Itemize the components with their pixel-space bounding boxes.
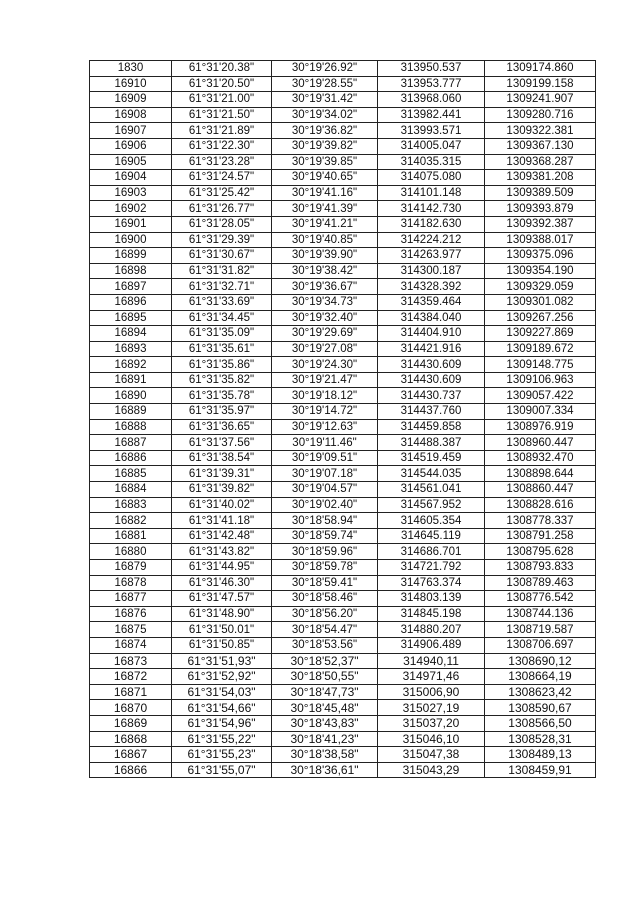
table-row bbox=[90, 154, 596, 170]
x-coordinate-cell: 315046,10 bbox=[378, 731, 485, 747]
longitude-cell: 30°18'59.74" bbox=[272, 528, 378, 544]
y-coordinate-cell: 1309375.096 bbox=[485, 248, 596, 264]
y-coordinate-cell: 1308528,31 bbox=[485, 731, 596, 747]
latitude-cell: 61°31'32.71" bbox=[172, 279, 272, 295]
y-coordinate-cell: 1309322.381 bbox=[485, 123, 596, 139]
table-row bbox=[90, 61, 596, 77]
x-coordinate-cell: 314421.916 bbox=[378, 341, 485, 357]
latitude-cell: 61°31'40.02" bbox=[172, 497, 272, 513]
longitude-cell: 30°18'41,23" bbox=[272, 731, 378, 747]
y-coordinate-cell: 1309280.716 bbox=[485, 107, 596, 123]
point-number-cell: 16873 bbox=[90, 653, 172, 669]
longitude-cell: 30°19'09.51" bbox=[272, 450, 378, 466]
y-coordinate-cell: 1308898.644 bbox=[485, 466, 596, 482]
point-number-cell: 16877 bbox=[90, 591, 172, 607]
latitude-cell: 61°31'39.82" bbox=[172, 482, 272, 498]
y-coordinate-cell: 1308795.628 bbox=[485, 544, 596, 560]
table-row bbox=[90, 450, 596, 466]
y-coordinate-cell: 1308793.833 bbox=[485, 560, 596, 576]
longitude-cell: 30°19'18.12" bbox=[272, 388, 378, 404]
latitude-cell: 61°31'26.77" bbox=[172, 201, 272, 217]
latitude-cell: 61°31'35.61" bbox=[172, 341, 272, 357]
x-coordinate-cell: 314404.910 bbox=[378, 326, 485, 342]
x-coordinate-cell: 313950.537 bbox=[378, 61, 485, 77]
x-coordinate-cell: 314459.858 bbox=[378, 419, 485, 435]
table-row bbox=[90, 92, 596, 108]
longitude-cell: 30°19'24.30" bbox=[272, 357, 378, 373]
y-coordinate-cell: 1309301.082 bbox=[485, 294, 596, 310]
y-coordinate-cell: 1309393.879 bbox=[485, 201, 596, 217]
y-coordinate-cell: 1308789.463 bbox=[485, 575, 596, 591]
x-coordinate-cell: 314763.374 bbox=[378, 575, 485, 591]
point-number-cell: 16880 bbox=[90, 544, 172, 560]
x-coordinate-cell: 313982.441 bbox=[378, 107, 485, 123]
table-row bbox=[90, 294, 596, 310]
y-coordinate-cell: 1308778.337 bbox=[485, 513, 596, 529]
point-number-cell: 16902 bbox=[90, 201, 172, 217]
table-row bbox=[90, 310, 596, 326]
latitude-cell: 61°31'35.09" bbox=[172, 326, 272, 342]
longitude-cell: 30°19'27.08" bbox=[272, 341, 378, 357]
y-coordinate-cell: 1309148.775 bbox=[485, 357, 596, 373]
x-coordinate-cell: 314263.977 bbox=[378, 248, 485, 264]
x-coordinate-cell: 314567.952 bbox=[378, 497, 485, 513]
y-coordinate-cell: 1309199.158 bbox=[485, 76, 596, 92]
y-coordinate-cell: 1309329.059 bbox=[485, 279, 596, 295]
y-coordinate-cell: 1309368.287 bbox=[485, 154, 596, 170]
y-coordinate-cell: 1308828.616 bbox=[485, 497, 596, 513]
y-coordinate-cell: 1308791.258 bbox=[485, 528, 596, 544]
longitude-cell: 30°19'41.39" bbox=[272, 201, 378, 217]
y-coordinate-cell: 1309241.907 bbox=[485, 92, 596, 108]
point-number-cell: 16901 bbox=[90, 216, 172, 232]
table-row bbox=[90, 341, 596, 357]
longitude-cell: 30°18'59.96" bbox=[272, 544, 378, 560]
point-number-cell: 16868 bbox=[90, 731, 172, 747]
latitude-cell: 61°31'42.48" bbox=[172, 528, 272, 544]
x-coordinate-cell: 314430.609 bbox=[378, 372, 485, 388]
y-coordinate-cell: 1309267.256 bbox=[485, 310, 596, 326]
y-coordinate-cell: 1309007.334 bbox=[485, 404, 596, 420]
latitude-cell: 61°31'22.30" bbox=[172, 138, 272, 154]
latitude-cell: 61°31'31.82" bbox=[172, 263, 272, 279]
x-coordinate-cell: 314645.119 bbox=[378, 528, 485, 544]
longitude-cell: 30°19'36.82" bbox=[272, 123, 378, 139]
y-coordinate-cell: 1309354.190 bbox=[485, 263, 596, 279]
longitude-cell: 30°19'41.21" bbox=[272, 216, 378, 232]
point-number-cell: 16909 bbox=[90, 92, 172, 108]
point-number-cell: 16894 bbox=[90, 326, 172, 342]
longitude-cell: 30°19'39.82" bbox=[272, 138, 378, 154]
x-coordinate-cell: 314035.315 bbox=[378, 154, 485, 170]
y-coordinate-cell: 1309227.869 bbox=[485, 326, 596, 342]
point-number-cell: 16884 bbox=[90, 482, 172, 498]
table-row bbox=[90, 263, 596, 279]
longitude-cell: 30°19'40.85" bbox=[272, 232, 378, 248]
table-row bbox=[90, 497, 596, 513]
y-coordinate-cell: 1308706.697 bbox=[485, 637, 596, 653]
longitude-cell: 30°19'36.67" bbox=[272, 279, 378, 295]
point-number-cell: 16907 bbox=[90, 123, 172, 139]
y-coordinate-cell: 1309388.017 bbox=[485, 232, 596, 248]
latitude-cell: 61°31'36.65" bbox=[172, 419, 272, 435]
latitude-cell: 61°31'37.56" bbox=[172, 435, 272, 451]
point-number-cell: 16889 bbox=[90, 404, 172, 420]
latitude-cell: 61°31'20.38" bbox=[172, 61, 272, 77]
latitude-cell: 61°31'39.31" bbox=[172, 466, 272, 482]
latitude-cell: 61°31'21.89" bbox=[172, 123, 272, 139]
y-coordinate-cell: 1308744.136 bbox=[485, 606, 596, 622]
latitude-cell: 61°31'25.42" bbox=[172, 185, 272, 201]
point-number-cell: 16872 bbox=[90, 669, 172, 685]
table-row bbox=[90, 575, 596, 591]
y-coordinate-cell: 1308623,42 bbox=[485, 684, 596, 700]
table-row bbox=[90, 513, 596, 529]
longitude-cell: 30°18'59.78" bbox=[272, 560, 378, 576]
table-row bbox=[90, 185, 596, 201]
longitude-cell: 30°18'47,73" bbox=[272, 684, 378, 700]
table-row bbox=[90, 372, 596, 388]
x-coordinate-cell: 314224.212 bbox=[378, 232, 485, 248]
table-row bbox=[90, 201, 596, 217]
point-number-cell: 16887 bbox=[90, 435, 172, 451]
x-coordinate-cell: 314561.041 bbox=[378, 482, 485, 498]
longitude-cell: 30°19'40.65" bbox=[272, 170, 378, 186]
coordinate-table bbox=[89, 60, 596, 778]
table-row bbox=[90, 622, 596, 638]
x-coordinate-cell: 313993.571 bbox=[378, 123, 485, 139]
longitude-cell: 30°18'58.46" bbox=[272, 591, 378, 607]
point-number-cell: 16892 bbox=[90, 357, 172, 373]
latitude-cell: 61°31'29.39" bbox=[172, 232, 272, 248]
point-number-cell: 16899 bbox=[90, 248, 172, 264]
table-row bbox=[90, 591, 596, 607]
x-coordinate-cell: 313953.777 bbox=[378, 76, 485, 92]
table-row bbox=[90, 404, 596, 420]
y-coordinate-cell: 1309367.130 bbox=[485, 138, 596, 154]
point-number-cell: 16870 bbox=[90, 700, 172, 716]
point-number-cell: 16888 bbox=[90, 419, 172, 435]
latitude-cell: 61°31'48.90" bbox=[172, 606, 272, 622]
x-coordinate-cell: 314488.387 bbox=[378, 435, 485, 451]
point-number-cell: 16900 bbox=[90, 232, 172, 248]
table-row bbox=[90, 684, 596, 700]
point-number-cell: 16893 bbox=[90, 341, 172, 357]
latitude-cell: 61°31'51,93" bbox=[172, 653, 272, 669]
point-number-cell: 16897 bbox=[90, 279, 172, 295]
point-number-cell: 16885 bbox=[90, 466, 172, 482]
table-row bbox=[90, 731, 596, 747]
longitude-cell: 30°19'07.18" bbox=[272, 466, 378, 482]
table-row bbox=[90, 700, 596, 716]
table-row bbox=[90, 216, 596, 232]
y-coordinate-cell: 1309389.509 bbox=[485, 185, 596, 201]
table-row bbox=[90, 762, 596, 778]
latitude-cell: 61°31'38.54" bbox=[172, 450, 272, 466]
y-coordinate-cell: 1309106.963 bbox=[485, 372, 596, 388]
point-number-cell: 16869 bbox=[90, 715, 172, 731]
point-number-cell: 16883 bbox=[90, 497, 172, 513]
longitude-cell: 30°19'34.02" bbox=[272, 107, 378, 123]
table-row bbox=[90, 747, 596, 763]
table-row bbox=[90, 76, 596, 92]
x-coordinate-cell: 314430.609 bbox=[378, 357, 485, 373]
table-row bbox=[90, 419, 596, 435]
table-row bbox=[90, 248, 596, 264]
x-coordinate-cell: 314971,46 bbox=[378, 669, 485, 685]
x-coordinate-cell: 314359.464 bbox=[378, 294, 485, 310]
latitude-cell: 61°31'52,92" bbox=[172, 669, 272, 685]
x-coordinate-cell: 314300.187 bbox=[378, 263, 485, 279]
x-coordinate-cell: 314328.392 bbox=[378, 279, 485, 295]
point-number-cell: 16891 bbox=[90, 372, 172, 388]
latitude-cell: 61°31'21.50" bbox=[172, 107, 272, 123]
x-coordinate-cell: 314605.354 bbox=[378, 513, 485, 529]
y-coordinate-cell: 1308976.919 bbox=[485, 419, 596, 435]
x-coordinate-cell: 314182.630 bbox=[378, 216, 485, 232]
x-coordinate-cell: 314101.148 bbox=[378, 185, 485, 201]
y-coordinate-cell: 1308489,13 bbox=[485, 747, 596, 763]
x-coordinate-cell: 314686.701 bbox=[378, 544, 485, 560]
latitude-cell: 61°31'55,07" bbox=[172, 762, 272, 778]
longitude-cell: 30°19'14.72" bbox=[272, 404, 378, 420]
table-row bbox=[90, 466, 596, 482]
latitude-cell: 61°31'54,96" bbox=[172, 715, 272, 731]
longitude-cell: 30°18'52,37" bbox=[272, 653, 378, 669]
latitude-cell: 61°31'30.67" bbox=[172, 248, 272, 264]
x-coordinate-cell: 314437.760 bbox=[378, 404, 485, 420]
longitude-cell: 30°19'32.40" bbox=[272, 310, 378, 326]
y-coordinate-cell: 1308664,19 bbox=[485, 669, 596, 685]
latitude-cell: 61°31'46.30" bbox=[172, 575, 272, 591]
point-number-cell: 16898 bbox=[90, 263, 172, 279]
y-coordinate-cell: 1308590,67 bbox=[485, 700, 596, 716]
latitude-cell: 61°31'50.01" bbox=[172, 622, 272, 638]
latitude-cell: 61°31'55,23" bbox=[172, 747, 272, 763]
longitude-cell: 30°19'31.42" bbox=[272, 92, 378, 108]
point-number-cell: 16879 bbox=[90, 560, 172, 576]
table-row bbox=[90, 326, 596, 342]
table-row bbox=[90, 123, 596, 139]
longitude-cell: 30°19'34.73" bbox=[272, 294, 378, 310]
point-number-cell: 16896 bbox=[90, 294, 172, 310]
point-number-cell: 16904 bbox=[90, 170, 172, 186]
longitude-cell: 30°18'36,61" bbox=[272, 762, 378, 778]
longitude-cell: 30°19'39.85" bbox=[272, 154, 378, 170]
latitude-cell: 61°31'50.85" bbox=[172, 637, 272, 653]
table-row bbox=[90, 138, 596, 154]
table-row bbox=[90, 544, 596, 560]
latitude-cell: 61°31'35.82" bbox=[172, 372, 272, 388]
latitude-cell: 61°31'44.95" bbox=[172, 560, 272, 576]
longitude-cell: 30°18'53.56" bbox=[272, 637, 378, 653]
x-coordinate-cell: 315037,20 bbox=[378, 715, 485, 731]
y-coordinate-cell: 1308932.470 bbox=[485, 450, 596, 466]
x-coordinate-cell: 314544.035 bbox=[378, 466, 485, 482]
latitude-cell: 61°31'35.97" bbox=[172, 404, 272, 420]
longitude-cell: 30°18'58.94" bbox=[272, 513, 378, 529]
longitude-cell: 30°19'11.46" bbox=[272, 435, 378, 451]
table-row bbox=[90, 669, 596, 685]
point-number-cell: 16867 bbox=[90, 747, 172, 763]
y-coordinate-cell: 1308719.587 bbox=[485, 622, 596, 638]
x-coordinate-cell: 313968.060 bbox=[378, 92, 485, 108]
x-coordinate-cell: 314519.459 bbox=[378, 450, 485, 466]
x-coordinate-cell: 314075.080 bbox=[378, 170, 485, 186]
point-number-cell: 16903 bbox=[90, 185, 172, 201]
table-row bbox=[90, 482, 596, 498]
point-number-cell: 16878 bbox=[90, 575, 172, 591]
latitude-cell: 61°31'54,66" bbox=[172, 700, 272, 716]
x-coordinate-cell: 315043,29 bbox=[378, 762, 485, 778]
point-number-cell: 16886 bbox=[90, 450, 172, 466]
x-coordinate-cell: 315027,19 bbox=[378, 700, 485, 716]
y-coordinate-cell: 1309381.208 bbox=[485, 170, 596, 186]
latitude-cell: 61°31'41.18" bbox=[172, 513, 272, 529]
table-row bbox=[90, 357, 596, 373]
latitude-cell: 61°31'33.69" bbox=[172, 294, 272, 310]
x-coordinate-cell: 314142.730 bbox=[378, 201, 485, 217]
latitude-cell: 61°31'55,22" bbox=[172, 731, 272, 747]
y-coordinate-cell: 1308776.542 bbox=[485, 591, 596, 607]
table-row bbox=[90, 107, 596, 123]
longitude-cell: 30°19'12.63" bbox=[272, 419, 378, 435]
longitude-cell: 30°19'29.69" bbox=[272, 326, 378, 342]
x-coordinate-cell: 315006,90 bbox=[378, 684, 485, 700]
point-number-cell: 16866 bbox=[90, 762, 172, 778]
latitude-cell: 61°31'34.45" bbox=[172, 310, 272, 326]
longitude-cell: 30°19'38.42" bbox=[272, 263, 378, 279]
point-number-cell: 16908 bbox=[90, 107, 172, 123]
point-number-cell: 16905 bbox=[90, 154, 172, 170]
longitude-cell: 30°18'50,55" bbox=[272, 669, 378, 685]
table-row bbox=[90, 606, 596, 622]
point-number-cell: 16910 bbox=[90, 76, 172, 92]
point-number-cell: 16895 bbox=[90, 310, 172, 326]
x-coordinate-cell: 314005.047 bbox=[378, 138, 485, 154]
table-row bbox=[90, 560, 596, 576]
y-coordinate-cell: 1309392.387 bbox=[485, 216, 596, 232]
latitude-cell: 61°31'35.78" bbox=[172, 388, 272, 404]
longitude-cell: 30°19'26.92" bbox=[272, 61, 378, 77]
point-number-cell: 16875 bbox=[90, 622, 172, 638]
longitude-cell: 30°18'45,48" bbox=[272, 700, 378, 716]
latitude-cell: 61°31'21.00" bbox=[172, 92, 272, 108]
y-coordinate-cell: 1308566,50 bbox=[485, 715, 596, 731]
table-row bbox=[90, 435, 596, 451]
table-row bbox=[90, 388, 596, 404]
longitude-cell: 30°19'41.16" bbox=[272, 185, 378, 201]
longitude-cell: 30°19'04.57" bbox=[272, 482, 378, 498]
point-number-cell: 16876 bbox=[90, 606, 172, 622]
longitude-cell: 30°19'39.90" bbox=[272, 248, 378, 264]
latitude-cell: 61°31'35.86" bbox=[172, 357, 272, 373]
latitude-cell: 61°31'43.82" bbox=[172, 544, 272, 560]
latitude-cell: 61°31'23.28" bbox=[172, 154, 272, 170]
y-coordinate-cell: 1309174.860 bbox=[485, 61, 596, 77]
latitude-cell: 61°31'47.57" bbox=[172, 591, 272, 607]
longitude-cell: 30°18'38,58" bbox=[272, 747, 378, 763]
x-coordinate-cell: 314906.489 bbox=[378, 637, 485, 653]
longitude-cell: 30°18'56.20" bbox=[272, 606, 378, 622]
y-coordinate-cell: 1309057.422 bbox=[485, 388, 596, 404]
x-coordinate-cell: 314430.737 bbox=[378, 388, 485, 404]
x-coordinate-cell: 314803.139 bbox=[378, 591, 485, 607]
y-coordinate-cell: 1308459,91 bbox=[485, 762, 596, 778]
y-coordinate-cell: 1308960.447 bbox=[485, 435, 596, 451]
y-coordinate-cell: 1308690,12 bbox=[485, 653, 596, 669]
latitude-cell: 61°31'24.57" bbox=[172, 170, 272, 186]
latitude-cell: 61°31'28.05" bbox=[172, 216, 272, 232]
point-number-cell: 16881 bbox=[90, 528, 172, 544]
table-row bbox=[90, 279, 596, 295]
latitude-cell: 61°31'20.50" bbox=[172, 76, 272, 92]
longitude-cell: 30°19'28.55" bbox=[272, 76, 378, 92]
table-row bbox=[90, 653, 596, 669]
longitude-cell: 30°18'59.41" bbox=[272, 575, 378, 591]
x-coordinate-cell: 314940,11 bbox=[378, 653, 485, 669]
x-coordinate-cell: 314384.040 bbox=[378, 310, 485, 326]
latitude-cell: 61°31'54,03" bbox=[172, 684, 272, 700]
point-number-cell: 1830 bbox=[90, 61, 172, 77]
longitude-cell: 30°19'02.40" bbox=[272, 497, 378, 513]
table-row bbox=[90, 170, 596, 186]
x-coordinate-cell: 314845.198 bbox=[378, 606, 485, 622]
point-number-cell: 16874 bbox=[90, 637, 172, 653]
table-row bbox=[90, 715, 596, 731]
y-coordinate-cell: 1308860.447 bbox=[485, 482, 596, 498]
coordinate-table-body bbox=[90, 61, 596, 778]
point-number-cell: 16890 bbox=[90, 388, 172, 404]
table-row bbox=[90, 232, 596, 248]
table-row bbox=[90, 528, 596, 544]
longitude-cell: 30°19'21.47" bbox=[272, 372, 378, 388]
x-coordinate-cell: 314880.207 bbox=[378, 622, 485, 638]
y-coordinate-cell: 1309189.672 bbox=[485, 341, 596, 357]
table-row bbox=[90, 637, 596, 653]
point-number-cell: 16871 bbox=[90, 684, 172, 700]
longitude-cell: 30°18'54.47" bbox=[272, 622, 378, 638]
point-number-cell: 16882 bbox=[90, 513, 172, 529]
point-number-cell: 16906 bbox=[90, 138, 172, 154]
longitude-cell: 30°18'43,83" bbox=[272, 715, 378, 731]
x-coordinate-cell: 314721.792 bbox=[378, 560, 485, 576]
x-coordinate-cell: 315047,38 bbox=[378, 747, 485, 763]
